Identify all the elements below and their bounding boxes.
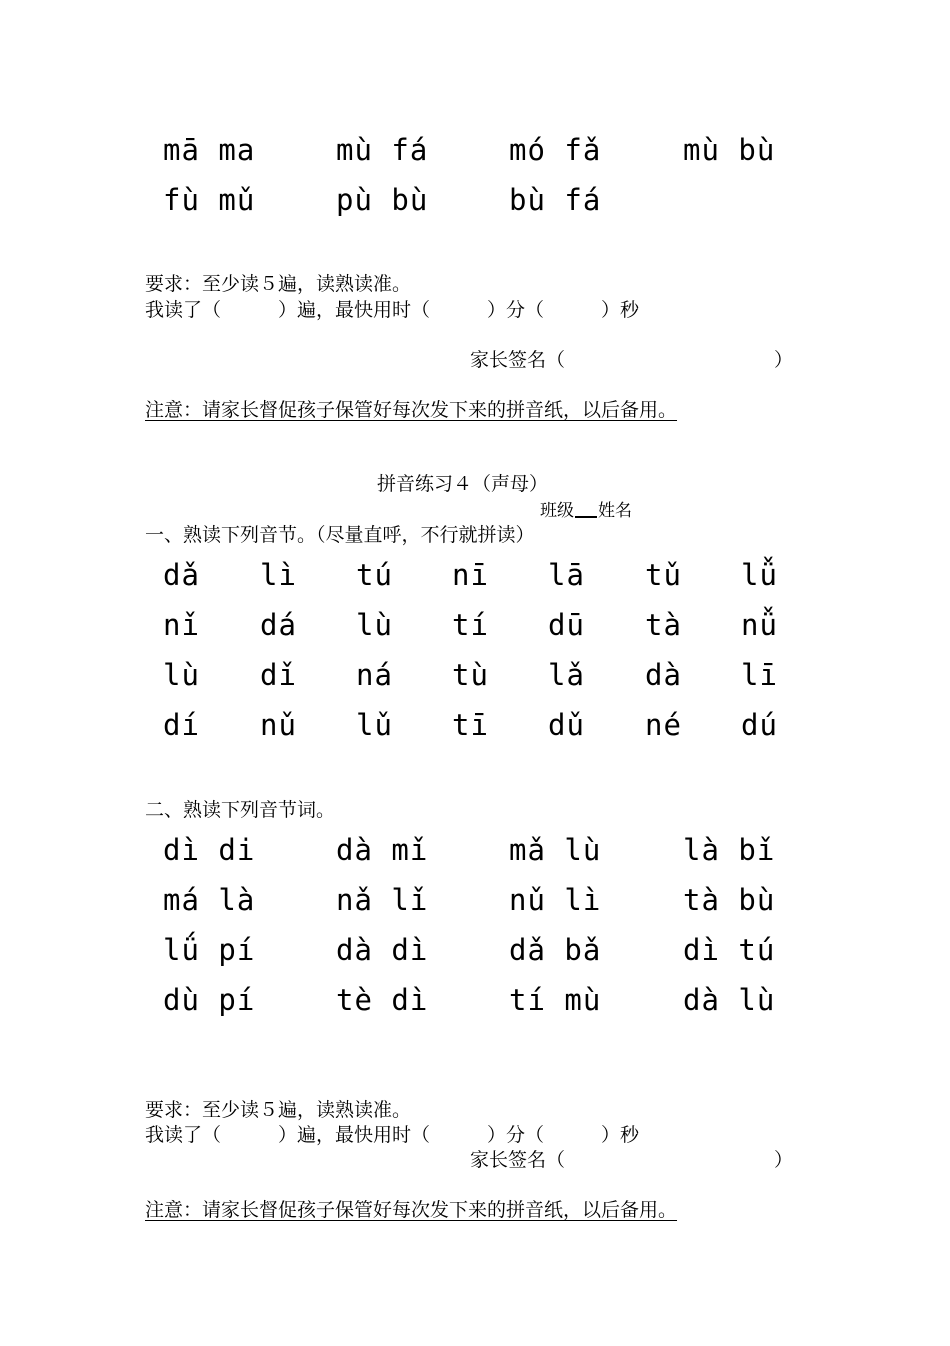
- section-heading: 二、熟读下列音节词。: [145, 799, 336, 821]
- pinyin-word: mù fá: [336, 133, 429, 167]
- parent-signature: 家长签名（ ）: [470, 349, 794, 371]
- syllable: dǔ: [548, 708, 585, 742]
- syllable: né: [645, 708, 682, 742]
- pinyin-word: là bǐ: [683, 833, 776, 867]
- syllable: lì: [260, 558, 297, 592]
- pinyin-word: dì di: [163, 833, 256, 867]
- reading-record: 我读了（ ）遍，最快用时（ ）分（ ）秒: [145, 1124, 640, 1146]
- pinyin-word: dà dì: [336, 933, 429, 967]
- syllable: dǐ: [260, 658, 297, 692]
- syllable: lī: [741, 658, 778, 692]
- pinyin-word: pù bù: [336, 183, 429, 217]
- class-blank[interactable]: [575, 498, 597, 518]
- class-label: 班级: [540, 501, 574, 521]
- section-heading: 一、熟读下列音节。（尽量直呼，不行就拼读）: [145, 524, 535, 546]
- pinyin-word: bù fá: [509, 183, 602, 217]
- pinyin-word: tí mù: [509, 983, 602, 1017]
- syllable: dá: [260, 608, 297, 642]
- syllable: tù: [452, 658, 489, 692]
- syllable: nī: [452, 558, 489, 592]
- name-label: 姓名: [598, 501, 632, 521]
- pinyin-word: dǎ bǎ: [509, 933, 602, 967]
- syllable: ná: [356, 658, 393, 692]
- pinyin-word: dà mǐ: [336, 833, 429, 867]
- notice-text: 注意：请家长督促孩子保管好每次发下来的拼音纸，以后备用。: [145, 1199, 678, 1221]
- syllable: lù: [356, 608, 393, 642]
- parent-signature: 家长签名（ ）: [470, 1149, 794, 1171]
- syllable: lǔ: [356, 708, 393, 742]
- pinyin-word: dù pí: [163, 983, 256, 1017]
- pinyin-word: mó fǎ: [509, 133, 602, 167]
- pinyin-word: fù mǔ: [163, 183, 256, 217]
- notice-text: 注意：请家长督促孩子保管好每次发下来的拼音纸，以后备用。: [145, 399, 678, 421]
- syllable: tí: [452, 608, 489, 642]
- syllable: nǔ: [260, 708, 297, 742]
- syllable: tà: [645, 608, 682, 642]
- pinyin-word: má là: [163, 883, 256, 917]
- pinyin-word: dà lù: [683, 983, 776, 1017]
- syllable: tú: [356, 558, 393, 592]
- syllable: dū: [548, 608, 585, 642]
- syllable: lù: [163, 658, 200, 692]
- pinyin-word: dì tú: [683, 933, 776, 967]
- pinyin-word: nǔ lì: [509, 883, 602, 917]
- pinyin-word: mā ma: [163, 133, 256, 167]
- pinyin-word: mù bù: [683, 133, 776, 167]
- syllable: lā: [548, 558, 585, 592]
- pinyin-word: lǘ pí: [163, 933, 256, 967]
- syllable: nǐ: [163, 608, 200, 642]
- syllable: nǚ: [741, 608, 778, 642]
- syllable: dǎ: [163, 558, 200, 592]
- page-title: 拼音练习４（声母）: [377, 473, 549, 495]
- requirement-text: 要求：至少读５遍，读熟读准。: [145, 273, 412, 295]
- syllable: lǎ: [548, 658, 585, 692]
- pinyin-word: nǎ lǐ: [336, 883, 429, 917]
- pinyin-word: tè dì: [336, 983, 429, 1017]
- pinyin-word: mǎ lù: [509, 833, 602, 867]
- syllable: tǔ: [645, 558, 682, 592]
- syllable: lǚ: [741, 558, 778, 592]
- reading-record: 我读了（ ）遍，最快用时（ ）分（ ）秒: [145, 299, 640, 321]
- class-name-line: [540, 498, 632, 523]
- syllable: dú: [741, 708, 778, 742]
- syllable: dí: [163, 708, 200, 742]
- requirement-text: 要求：至少读５遍，读熟读准。: [145, 1099, 412, 1121]
- syllable: dà: [645, 658, 682, 692]
- syllable: tī: [452, 708, 489, 742]
- pinyin-word: tà bù: [683, 883, 776, 917]
